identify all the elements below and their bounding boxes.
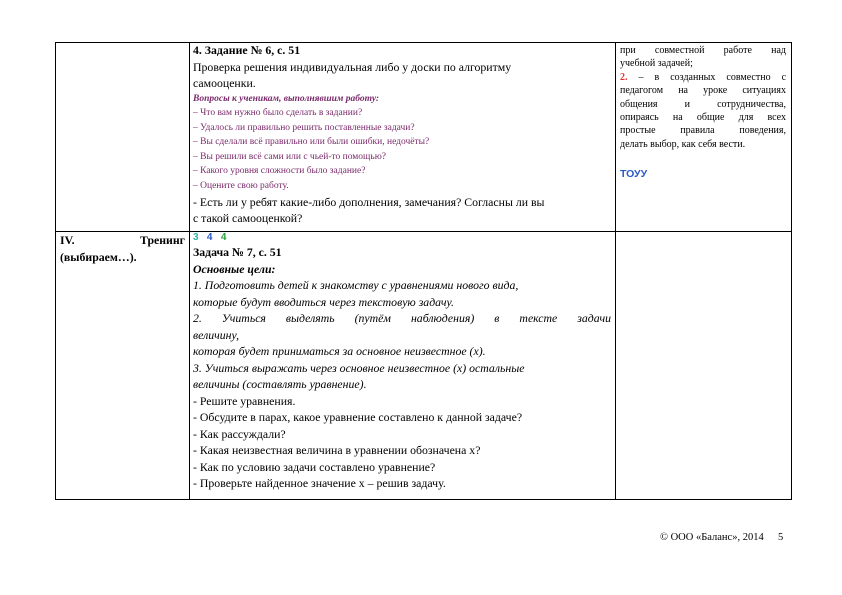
row2-content-cell: [193, 232, 611, 492]
question-item: – Оцените свою работу.: [193, 181, 289, 192]
lesson-table: [55, 42, 792, 500]
stage-subtitle: (выбираем…).: [60, 249, 137, 264]
col-divider-2: [615, 42, 616, 500]
questions-heading: Вопросы к ученикам, выполнявшим работу:: [193, 93, 380, 104]
question-item: – Что вам нужно было сделать в задании?: [193, 108, 363, 119]
row1-content-cell: [193, 42, 611, 227]
uud-line: учебной задачей;: [620, 58, 693, 70]
row1-uud-cell: [620, 44, 786, 182]
level-badge: 4: [206, 232, 213, 243]
goal-line: величину,: [193, 327, 240, 342]
toou-label: ТОУУ: [620, 168, 648, 181]
task-title: Задача № 7, с. 51: [193, 245, 282, 259]
goal-line: 3. Учиться выражать через основное неизвестное (x) остальные: [193, 360, 525, 375]
uud-line: общения и сотрудничества,: [620, 98, 786, 110]
question-item: – Какого уровня сложности было задание?: [193, 166, 366, 177]
table-right-border: [791, 42, 792, 500]
step-line: - Какая неизвестная величина в уравнении обозначена x?: [193, 443, 481, 457]
uud-line: педагогом на уроке ситуациях: [620, 85, 786, 97]
intro-line: самооценки.: [193, 76, 256, 90]
question-item: – Вы сделали всё правильно или были ошибки, недочёты?: [193, 137, 430, 148]
goal-line: которые будут вводиться через текстовую задачу.: [193, 294, 454, 309]
step-line: - Проверьте найденное значение x – решив задачу.: [193, 476, 446, 490]
stage-title: IV. Тренинг: [60, 233, 185, 247]
question-item: – Удалось ли правильно решить поставленные задачи?: [193, 122, 415, 133]
level-badge: 3: [193, 232, 199, 243]
closing-line: - Есть ли у ребят какие-либо дополнения, замечания? Согласны ли вы: [193, 194, 545, 209]
step-line: - Как по условию задачи составлено уравнение?: [193, 459, 436, 474]
table-bottom-border: [55, 499, 792, 500]
question-item: – Вы решили всё сами или с чьей-то помощью?: [193, 151, 387, 162]
goals-heading: Основные цели:: [193, 261, 276, 276]
goal-line: величины (составлять уравнение).: [193, 377, 367, 391]
level-badge: 4: [220, 232, 227, 243]
closing-line: с такой самооценкой?: [193, 211, 303, 226]
uud-line: при совместной работе над: [620, 45, 786, 56]
copyright-footer: © ООО «Баланс», 2014: [660, 532, 764, 543]
goal-line: которая будет приниматься за основное неизвестное (x).: [193, 344, 486, 358]
uud-line: делать выбор, как себя вести.: [620, 138, 746, 150]
goal-line: 2. Учиться выделять (путём наблюдения) в тексте задачи: [193, 311, 611, 325]
step-line: - Обсудите в парах, какое уравнение составлено к данной задаче?: [193, 410, 523, 424]
uud-numbered-line: 2. – в созданных совместно с: [620, 71, 787, 83]
col-divider-1: [189, 42, 190, 500]
difficulty-levels: [193, 232, 611, 244]
uud-line: простые правила поведения,: [620, 125, 786, 137]
table-left-border: [55, 42, 56, 500]
uud-number: 2.: [620, 71, 628, 83]
goal-line: 1. Подготовить детей к знакомству с уравнениями нового вида,: [193, 278, 519, 292]
step-line: - Решите уравнения.: [193, 393, 296, 408]
page-number: 5: [778, 532, 784, 543]
step-line: - Как рассуждали?: [193, 426, 286, 441]
intro-line: Проверка решения индивидуальная либо у доски по алгоритму: [193, 59, 512, 74]
task-title: 4. Задание № 6, с. 51: [193, 43, 301, 57]
stage-cell: [60, 232, 185, 265]
uud-line: опираясь на общие для всех: [620, 112, 786, 124]
